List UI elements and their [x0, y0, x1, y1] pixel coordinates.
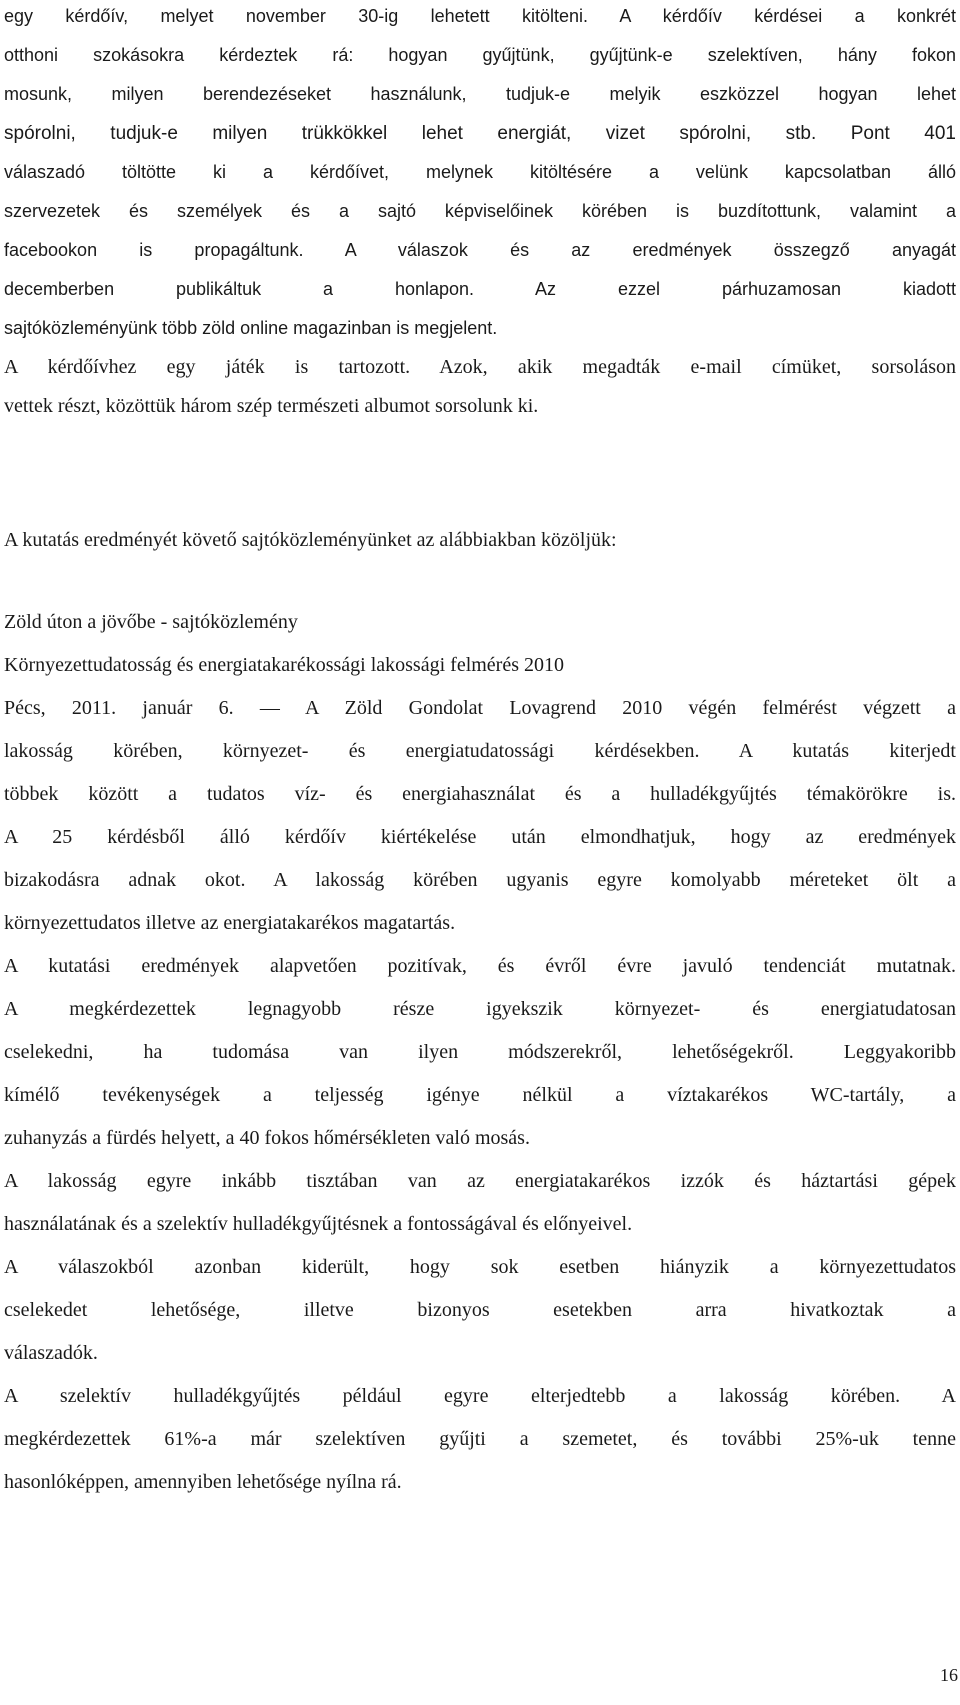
page-number: 16 — [940, 1665, 958, 1685]
press-release — [4, 603, 956, 1502]
lead-sentence: A kutatás eredményét követő sajtóközleményünket az alábbiakban közöljük: — [4, 529, 617, 551]
intro-line: A kérdőívhez egy játék is tartozott. Azok, akik megadták e-mail címüket, sorsoláson — [4, 356, 956, 378]
press-release-line: cselekedet lehetősége, illetve bizonyos esetekben arra hivatkoztak a — [4, 1299, 956, 1321]
press-release-line: környezettudatos illetve az energiatakarékos magatartás. — [4, 912, 456, 934]
press-release-line: A 25 kérdésből álló kérdőív kiértékelése után elmondhatjuk, hogy az eredmények — [4, 826, 956, 848]
intro-line: egy kérdőív, melyet november 30-ig lehetett kitölteni. A kérdőív kérdései a konkrét — [4, 6, 956, 26]
press-release-line: zuhanyzás a fürdés helyett, a 40 fokos hőmérsékleten való mosás. — [4, 1127, 530, 1149]
intro-line: decemberben publikáltuk a honlapon. Az ezzel párhuzamosan kiadott — [4, 279, 956, 299]
press-release-title: Zöld úton a jövőbe - sajtóközlemény — [4, 611, 298, 633]
press-release-line: Pécs, 2011. január 6. ― A Zöld Gondolat Lovagrend 2010 végén felmérést végzett a — [4, 697, 956, 719]
intro-line: mosunk, milyen berendezéseket használunk, tudjuk-e melyik eszközzel hogyan lehet — [4, 84, 956, 104]
press-release-line: kímélő tevékenységek a teljesség igénye nélkül a víztakarékos WC-tartály, a — [4, 1084, 956, 1106]
intro-line: vettek részt, közöttük három szép természeti albumot sorsolunk ki. — [4, 395, 539, 417]
press-release-line: hasonlóképpen, amennyiben lehetősége nyílna rá. — [4, 1471, 402, 1493]
intro-paragraph — [4, 0, 956, 426]
press-release-line: többek között a tudatos víz- és energiahasználat és a hulladékgyűjtés témakörökre is. — [4, 783, 956, 805]
press-release-line: A lakosság egyre inkább tisztában van az energiatakarékos izzók és háztartási gépek — [4, 1170, 956, 1192]
press-release-line: A kutatási eredmények alapvetően pozitívak, és évről évre javuló tendenciát mutatnak. — [4, 955, 956, 977]
press-release-line: cselekedni, ha tudomása van ilyen módszerekről, lehetőségekről. Leggyakoribb — [4, 1041, 956, 1063]
intro-line: otthoni szokásokra kérdeztek rá: hogyan gyűjtünk, gyűjtünk-e szelektíven, hány fokon — [4, 45, 956, 65]
press-release-line: A szelektív hulladékgyűjtés például egyre elterjedtebb a lakosság körében. A — [4, 1385, 956, 1407]
intro-line: sajtóközleményünk több zöld online magazinban is megjelent. — [4, 318, 498, 338]
intro-line: spórolni, tudjuk-e milyen trükkökkel lehet energiát, vizet spórolni, stb. Pont 401 — [4, 123, 956, 144]
intro-line: válaszadó töltötte ki a kérdőívet, melynek kitöltésére a velünk kapcsolatban álló — [4, 162, 956, 182]
intro-line: szervezetek és személyek és a sajtó képviselőinek körében is buzdítottunk, valamint a — [4, 201, 956, 221]
press-release-subtitle: Környezettudatosság és energiatakarékossági lakossági felmérés 2010 — [4, 654, 564, 676]
press-release-line: bizakodásra adnak okot. A lakosság körében ugyanis egyre komolyabb méreteket ölt a — [4, 869, 956, 891]
press-release-line: válaszadók. — [4, 1342, 98, 1364]
intro-line: facebookon is propagáltunk. A válaszok és az eredmények összegző anyagát — [4, 240, 956, 260]
press-release-line: megkérdezettek 61%-a már szelektíven gyűjti a szemetet, és további 25%-uk tenne — [4, 1428, 956, 1450]
press-release-line: A megkérdezettek legnagyobb része igyekszik környezet- és energiatudatosan — [4, 998, 956, 1020]
press-release-line: lakosság körében, környezet- és energiatudatossági kérdésekben. A kutatás kiterjedt — [4, 740, 956, 762]
press-release-line: A válaszokból azonban kiderült, hogy sok esetben hiányzik a környezettudatos — [4, 1256, 956, 1278]
press-release-line: használatának és a szelektív hulladékgyűjtésnek a fontosságával és előnyeivel. — [4, 1213, 633, 1235]
